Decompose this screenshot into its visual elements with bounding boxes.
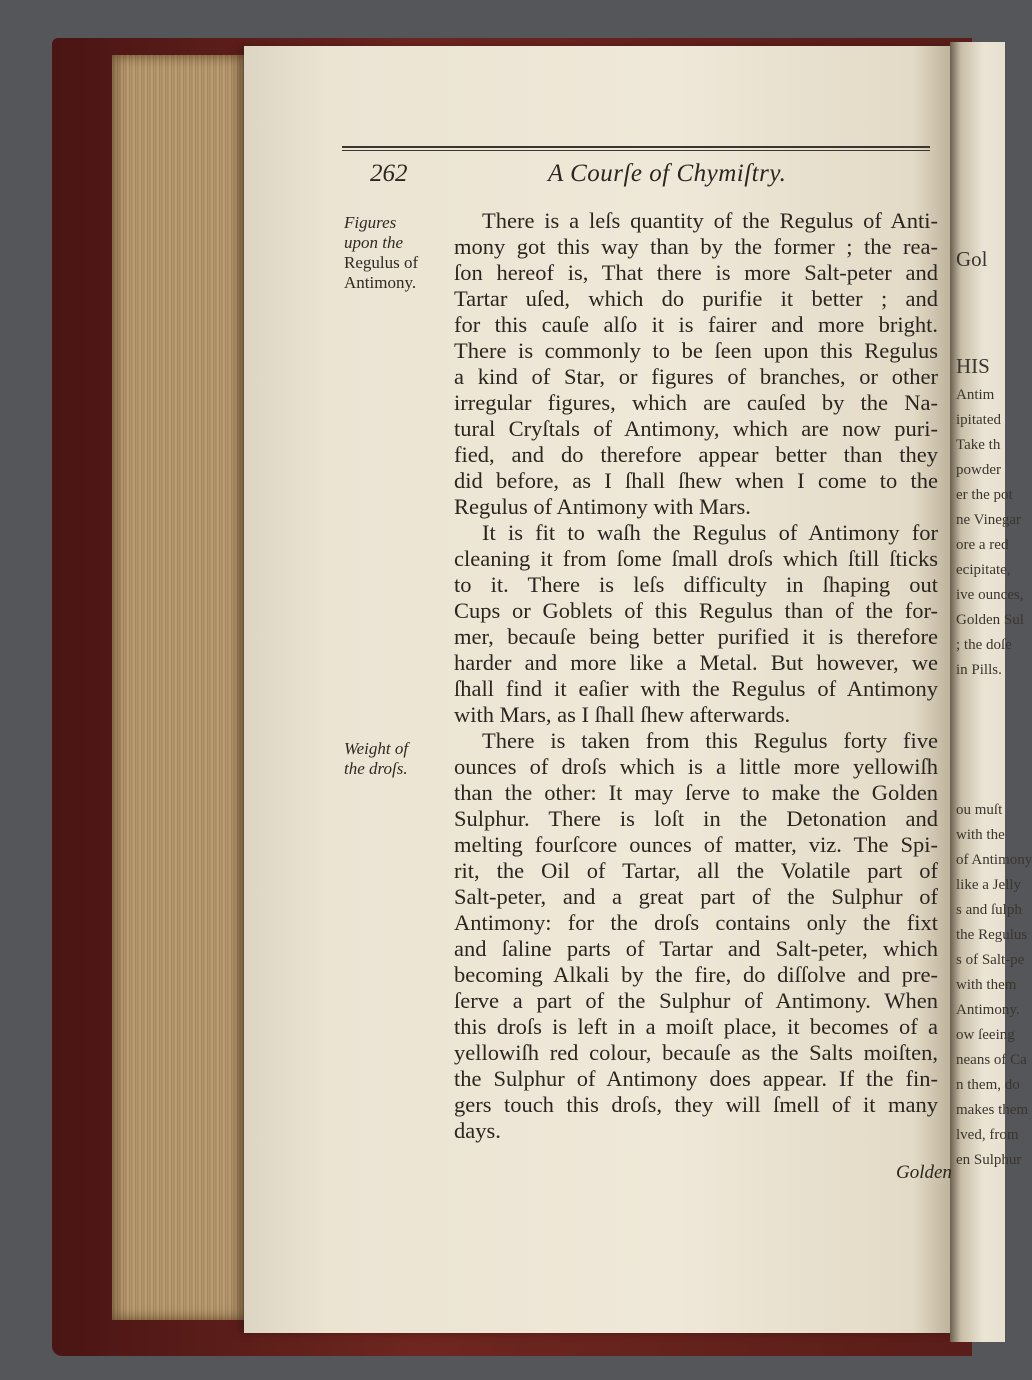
text-line: the Sulphur of Antimony does appear. If the fin- [454, 1066, 938, 1091]
text-line: Tartar uſed, which do purifie it better ; and [454, 286, 938, 311]
text-line: harder and more like a Metal. But however, we [454, 650, 938, 675]
facing-fragment: ; the doſe [956, 637, 1012, 653]
facing-fragment: n them, do [956, 1077, 1020, 1093]
text-line: irregular figures, which are cauſed by the Na- [454, 390, 938, 415]
text-line: ſhall find it eaſier with the Regulus of Antimony [454, 676, 938, 701]
facing-fragment: ore a red [956, 537, 1009, 553]
facing-fragment: Gol [956, 247, 988, 271]
facing-fragment: Take th [956, 437, 1001, 453]
text-line: ſerve a part of the Sulphur of Antimony. When [454, 988, 938, 1013]
text-line: cleaning it from ſome ſmall droſs which ſtill ſticks [454, 546, 938, 571]
text-line: a kind of Star, or figures of branches, or other [454, 364, 938, 389]
facing-fragment: ecipitate, [956, 562, 1011, 578]
text-line: did before, as I ſhall ſhew when I come to the [454, 468, 938, 493]
facing-fragment: with the [956, 827, 1005, 843]
text-line: It is fit to waſh the Regulus of Antimony for [482, 520, 938, 545]
text-line: Regulus of Antimony with Mars. [454, 494, 751, 519]
facing-fragment: neans of Ca [956, 1052, 1027, 1068]
text-line: mony got this way than by the former ; the rea- [454, 234, 938, 259]
text-line: and ſaline parts of Tartar and Salt-peter, which [454, 936, 938, 961]
text-line: There is commonly to be ſeen upon this Regulus [454, 338, 938, 363]
facing-fragment: like a Jelly [956, 877, 1021, 893]
text-line: mer, becauſe being better purified it is therefore [454, 624, 938, 649]
facing-fragment: HIS [956, 354, 990, 378]
margin-note-line: Regulus of [344, 253, 419, 272]
text-line: ſon hereof is, That there is more Salt-peter and [454, 260, 938, 285]
facing-fragment: en Sulphur [956, 1152, 1022, 1168]
facing-fragment: s of Salt-pe [956, 952, 1025, 968]
facing-fragment: ne Vinegar [956, 512, 1022, 528]
margin-note-line: Figures [344, 213, 397, 232]
facing-fragment: lved, from [956, 1127, 1019, 1143]
text-line: rit, the Oil of Tartar, all the Volatile part of [454, 858, 938, 883]
text-line: this droſs is left in a moiſt place, it becomes of a [454, 1014, 938, 1039]
text-line: to it. There is leſs difficulty in ſhaping out [454, 572, 938, 597]
running-title: A Courſe of Chymiſtry. [548, 160, 787, 187]
text-line: for this cauſe alſo it is fairer and more bright. [454, 312, 938, 337]
margin-note-line: Antimony. [344, 273, 417, 292]
text-line: with Mars, as I ſhall ſhew afterwards. [454, 702, 791, 727]
text-line: than the other: It may ſerve to make the Golden [454, 780, 938, 805]
text-line: ounces of droſs which is a little more yellowiſh [454, 754, 938, 779]
facing-fragment: ipitated [956, 412, 1001, 428]
margin-note-line: the droſs. [344, 759, 408, 778]
facing-fragment: er the pot [956, 487, 1013, 503]
facing-page [950, 42, 1032, 1342]
text-line: Sulphur. There is loſt in the Detonation and [454, 806, 938, 831]
margin-note-weight [344, 739, 408, 779]
facing-fragment: in Pills. [956, 662, 1002, 678]
facing-fragment: ou muſt [956, 802, 1003, 818]
text-line: becoming Alkali by the fire, do diſſolve and pre- [454, 962, 938, 987]
page-edges [112, 55, 248, 1320]
text-line: gers touch this droſs, they will ſmell of it many [454, 1092, 938, 1117]
text-line: Antimony: for the droſs contains only the fixt [454, 910, 938, 935]
text-line: There is a leſs quantity of the Regulus of Anti- [482, 208, 938, 233]
facing-fragment: ive ounces, [956, 587, 1024, 603]
text-line: melting fourſcore ounces of matter, viz. The Spi- [454, 832, 938, 857]
margin-note-figures [344, 213, 418, 293]
text-line: yellowiſh red colour, becauſe as the Salts moiſten, [454, 1040, 938, 1065]
facing-fragment: ow ſeeing [956, 1027, 1015, 1043]
text-line: There is taken from this Regulus forty five [482, 728, 938, 753]
text-line: tural Cryſtals of Antimony, which are now puri- [454, 416, 938, 441]
facing-fragment: Golden Sul [956, 612, 1024, 628]
facing-fragment: makes them [956, 1102, 1029, 1118]
facing-fragment: with them [956, 977, 1017, 993]
text-line: Cups or Goblets of this Regulus than of the for- [454, 598, 938, 623]
facing-fragment: s and ſulph [956, 902, 1022, 918]
header-rule [342, 146, 930, 151]
facing-fragment: powder [956, 462, 1001, 478]
facing-fragment: of Antimony [956, 852, 1032, 868]
text-line: fied, and do therefore appear better than they [454, 442, 938, 467]
text-line: days. [454, 1118, 501, 1143]
text-line: Salt-peter, and a great part of the Sulphur of [454, 884, 938, 909]
catchword: Golden [896, 1162, 952, 1183]
facing-fragment: the Regulus [956, 927, 1028, 943]
facing-fragment: Antimony. [956, 1002, 1020, 1018]
page-number: 262 [370, 160, 408, 187]
facing-fragment: Antim [956, 387, 995, 403]
margin-note-line: upon the [344, 233, 404, 252]
margin-note-line: Weight of [344, 739, 409, 758]
